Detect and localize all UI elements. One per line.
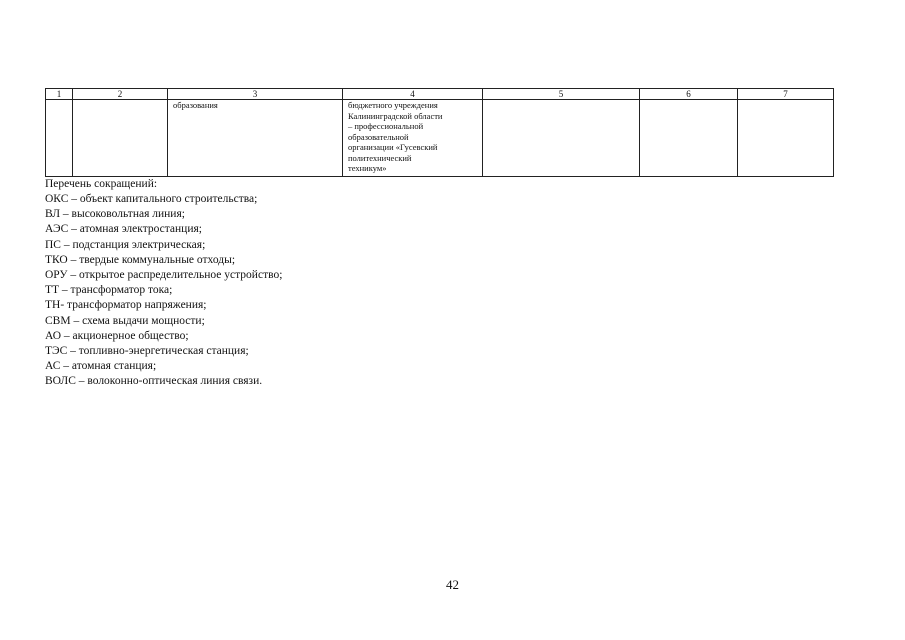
table-cell <box>73 100 168 177</box>
table-cell-text: бюджетного учреждения Калининградской области – профессиональной образовательной организации «Гусевский политехнический техникум» <box>348 100 443 173</box>
page-number: 42 <box>446 577 459 592</box>
abbreviation-item: ОКС – объект капитального строительства; <box>45 193 258 205</box>
column-header: 7 <box>738 89 834 100</box>
abbreviation-item: АО – акционерное общество; <box>45 329 189 342</box>
table-cell <box>483 100 640 177</box>
column-header: 3 <box>168 89 343 100</box>
abbreviations-list <box>45 192 645 390</box>
table-row <box>46 100 834 177</box>
abbreviation-item: ПС – подстанция электрическая; <box>45 238 206 251</box>
abbreviation-item: ВЛ – высоковольтная линия; <box>45 208 185 221</box>
table-cell <box>738 100 834 177</box>
data-table <box>45 88 834 177</box>
abbreviation-item: ТЭС – топливно-энергетическая станция; <box>45 345 249 358</box>
table-cell <box>640 100 738 177</box>
abbreviation-item: ТТ – трансформатор тока; <box>45 284 173 297</box>
column-header: 2 <box>73 89 168 100</box>
column-header: 1 <box>46 89 73 100</box>
table-cell <box>168 100 343 177</box>
abbreviation-item: СВМ – схема выдачи мощности; <box>45 314 205 327</box>
column-header: 5 <box>483 89 640 100</box>
abbreviation-item: АС – атомная станция; <box>45 360 157 373</box>
table-cell <box>46 100 73 177</box>
table-cell <box>343 100 483 177</box>
table-header-row <box>46 89 834 100</box>
column-header: 6 <box>640 89 738 100</box>
abbreviation-item: АЭС – атомная электростанция; <box>45 223 202 236</box>
abbreviation-item: ТН- трансформатор напряжения; <box>45 299 207 312</box>
abbreviation-item: ВОЛС – волоконно-оптическая линия связи. <box>45 375 263 388</box>
abbreviation-item: ТКО – твердые коммунальные отходы; <box>45 253 236 266</box>
abbreviations-heading: Перечень сокращений: <box>45 178 158 190</box>
abbreviation-item: ОРУ – открытое распределительное устройство; <box>45 269 283 282</box>
abbreviations-section <box>45 177 645 390</box>
column-header: 4 <box>343 89 483 100</box>
table-cell-text: образования <box>173 100 218 110</box>
